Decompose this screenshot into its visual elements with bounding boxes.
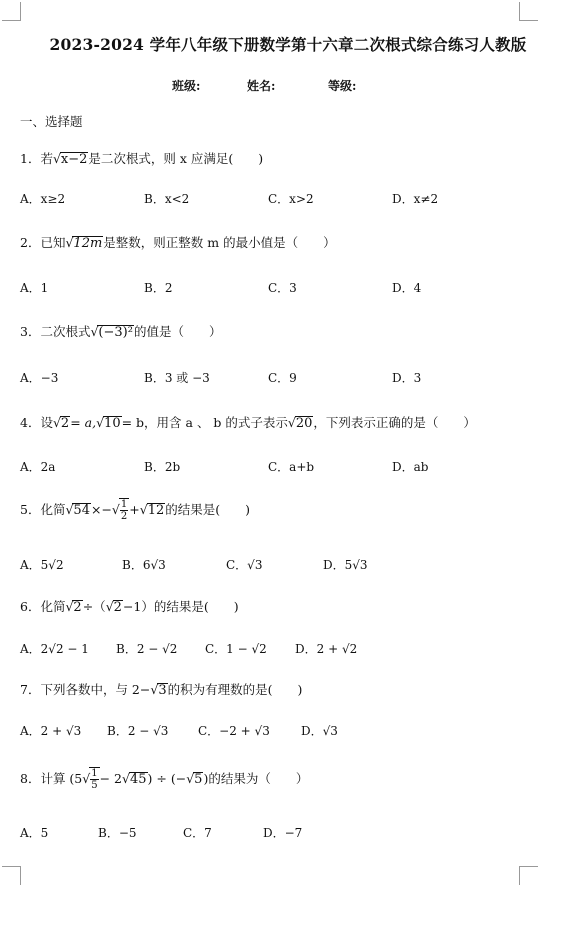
question-4: 4．设√2= a,√10= b，用含 a 、 b 的式子表示√20，下列表示正确的是（ ） [20, 415, 476, 431]
radical: x−2 [60, 152, 88, 167]
question-6: 6．化简√2÷（√2−1）的结果是( ) [20, 599, 239, 615]
question-8: 8．计算 (5√ $\frac{1}{5}$ − 2√45) ÷ (−√5)的结果为（ ） [20, 768, 309, 791]
radical: 5 [194, 772, 203, 787]
option-c[interactable]: C．x>2 [268, 192, 314, 206]
question-5: 5．化简√54×−√ $\frac{1}{2}$ +√12的结果是( ) [20, 499, 251, 522]
grade-label: 等级: [328, 79, 357, 93]
page-title: 2023-2024 学年八年级下册数学第十六章二次根式综合练习人教版 [49, 35, 527, 54]
option-a[interactable]: A．5√2 [20, 558, 64, 572]
option-b[interactable]: B．3 或 −3 [144, 371, 210, 385]
crop-mark-top-left [2, 2, 21, 21]
question-7: 7．下列各数中，与 2−√3的积为有理数的是( ) [20, 682, 303, 698]
radical: 10 [104, 416, 121, 431]
crop-mark-bottom-left [2, 866, 21, 885]
radical: 2 [73, 600, 82, 615]
option-d[interactable]: D．3 [392, 371, 422, 385]
option-d[interactable]: D．√3 [301, 724, 338, 738]
option-c[interactable]: C．−2 + √3 [198, 724, 270, 738]
question-1: 1．若√x−2是二次根式，则 x 应满足( ) [20, 151, 264, 167]
radical: 2 [113, 600, 122, 615]
option-d[interactable]: D．5√3 [323, 558, 368, 572]
crop-mark-top-right [519, 2, 538, 21]
option-b[interactable]: B．2 − √2 [116, 642, 178, 656]
radical: 54 [73, 503, 90, 518]
option-a[interactable]: A．−3 [20, 371, 59, 385]
option-c[interactable]: C．7 [183, 826, 212, 840]
radical: 12 [147, 503, 165, 518]
question-2: 2．已知√12m是整数，则正整数 m 的最小值是（ ） [20, 235, 336, 251]
section-heading: 一、选择题 [20, 114, 83, 129]
radical: 45 [129, 772, 147, 787]
option-c[interactable]: C．3 [268, 281, 297, 295]
radical: 20 [295, 416, 313, 431]
option-a[interactable]: A．2 + √3 [20, 724, 82, 738]
option-b[interactable]: B．2 − √3 [107, 724, 169, 738]
option-a[interactable]: A．x≥2 [20, 192, 66, 206]
radical: (−3)² [98, 325, 133, 340]
option-b[interactable]: B．−5 [98, 826, 137, 840]
fraction: $\frac{1}{5}$ [91, 768, 98, 791]
crop-mark-bottom-right [519, 866, 538, 885]
option-b[interactable]: B．2 [144, 281, 173, 295]
question-3: 3．二次根式√(−3)²的值是（ ） [20, 324, 222, 340]
class-label: 班级: [172, 79, 201, 93]
option-c[interactable]: C．9 [268, 371, 297, 385]
radical: 12m [73, 236, 103, 251]
option-a[interactable]: A．2√2 − 1 [20, 642, 89, 656]
option-a[interactable]: A．2a [20, 460, 56, 474]
option-d[interactable]: D．2 + √2 [295, 642, 358, 656]
option-b[interactable]: B．x<2 [144, 192, 190, 206]
option-b[interactable]: B．6√3 [122, 558, 166, 572]
option-a[interactable]: A．1 [20, 281, 49, 295]
option-c[interactable]: C．1 − √2 [205, 642, 267, 656]
option-d[interactable]: D．ab [392, 460, 429, 474]
radical: 2 [60, 416, 70, 431]
name-label: 姓名: [247, 79, 276, 93]
option-d[interactable]: D．−7 [263, 826, 303, 840]
option-a[interactable]: A．5 [20, 826, 49, 840]
fraction: $\frac{1}{2}$ [120, 499, 128, 522]
option-c[interactable]: C．a+b [268, 460, 315, 474]
option-c[interactable]: C．√3 [226, 558, 263, 572]
radical: 3 [158, 683, 167, 698]
option-d[interactable]: D．x≠2 [392, 192, 439, 206]
option-b[interactable]: B．2b [144, 460, 181, 474]
option-d[interactable]: D．4 [392, 281, 422, 295]
